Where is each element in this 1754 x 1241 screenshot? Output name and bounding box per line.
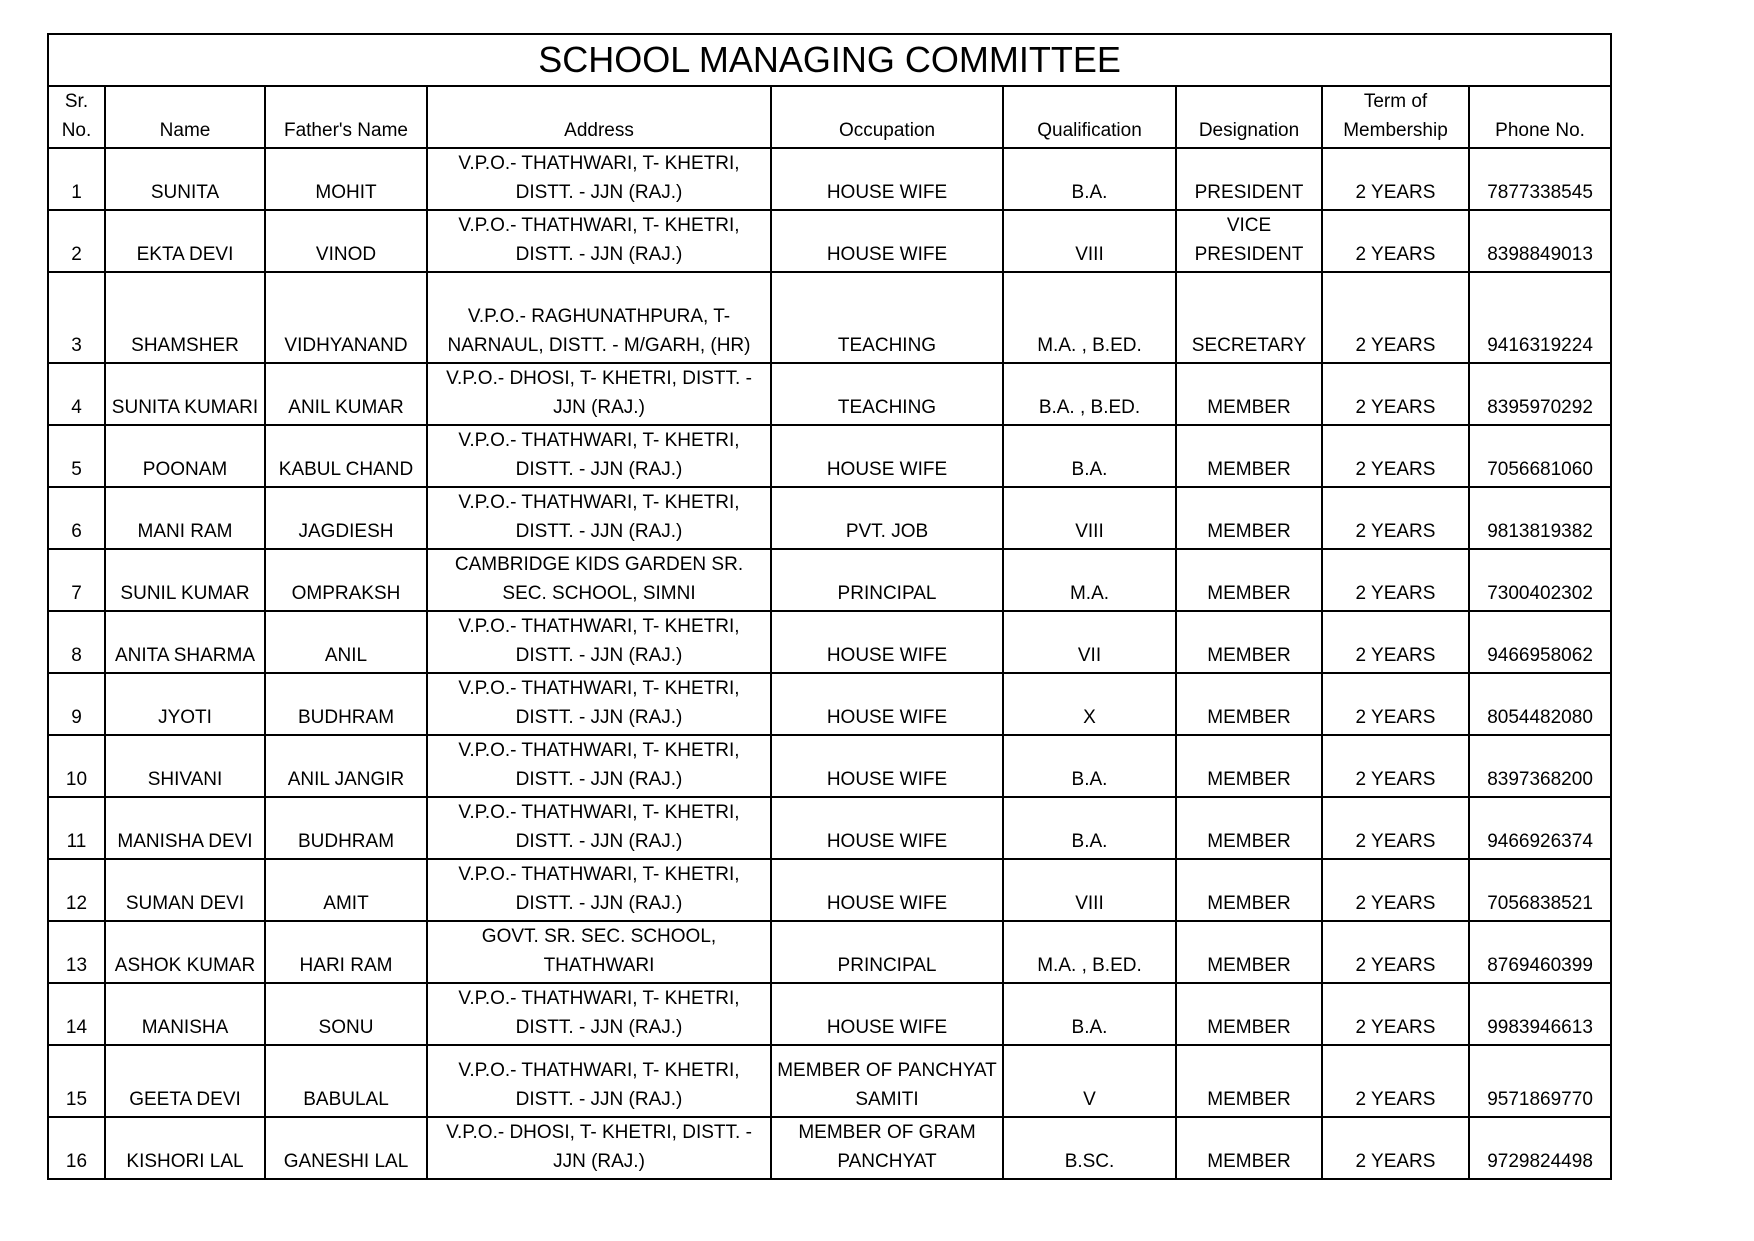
cell-occupation: MEMBER OF GRAM PANCHYAT <box>771 1117 1003 1179</box>
cell-term: 2 YEARS <box>1322 1045 1469 1117</box>
cell-phone: 9571869770 <box>1469 1045 1611 1117</box>
column-header-address: Address <box>427 86 771 148</box>
cell-name: JYOTI <box>105 673 265 735</box>
cell-address: V.P.O.- THATHWARI, T- KHETRI, DISTT. - JJN (RAJ.) <box>427 983 771 1045</box>
cell-sr-no: 12 <box>48 859 105 921</box>
cell-name: EKTA DEVI <box>105 210 265 272</box>
cell-name: KISHORI LAL <box>105 1117 265 1179</box>
cell-designation: MEMBER <box>1176 1117 1322 1179</box>
cell-occupation: PRINCIPAL <box>771 921 1003 983</box>
cell-sr-no: 6 <box>48 487 105 549</box>
cell-qualification: B.A. <box>1003 425 1176 487</box>
column-header-occupation: Occupation <box>771 86 1003 148</box>
cell-sr-no: 10 <box>48 735 105 797</box>
cell-address: V.P.O.- RAGHUNATHPURA, T- NARNAUL, DISTT. - M/GARH, (HR) <box>427 272 771 363</box>
cell-term: 2 YEARS <box>1322 611 1469 673</box>
cell-qualification: M.A. , B.ED. <box>1003 272 1176 363</box>
cell-occupation: MEMBER OF PANCHYAT SAMITI <box>771 1045 1003 1117</box>
cell-term: 2 YEARS <box>1322 1117 1469 1179</box>
cell-father-name: OMPRAKSH <box>265 549 427 611</box>
cell-address: GOVT. SR. SEC. SCHOOL, THATHWARI <box>427 921 771 983</box>
cell-term: 2 YEARS <box>1322 272 1469 363</box>
cell-name: ANITA SHARMA <box>105 611 265 673</box>
table-row <box>48 1045 1611 1117</box>
cell-designation: PRESIDENT <box>1176 148 1322 210</box>
cell-name: SUMAN DEVI <box>105 859 265 921</box>
cell-father-name: BUDHRAM <box>265 797 427 859</box>
cell-phone: 8395970292 <box>1469 363 1611 425</box>
table-row <box>48 210 1611 272</box>
cell-address: V.P.O.- THATHWARI, T- KHETRI, DISTT. - JJN (RAJ.) <box>427 1045 771 1117</box>
table-row <box>48 425 1611 487</box>
cell-address: V.P.O.- THATHWARI, T- KHETRI, DISTT. - JJN (RAJ.) <box>427 425 771 487</box>
column-header-father-name: Father's Name <box>265 86 427 148</box>
column-header-name: Name <box>105 86 265 148</box>
cell-designation: MEMBER <box>1176 921 1322 983</box>
cell-phone: 9466958062 <box>1469 611 1611 673</box>
cell-qualification: V <box>1003 1045 1176 1117</box>
table-row <box>48 983 1611 1045</box>
cell-name: MANISHA DEVI <box>105 797 265 859</box>
cell-sr-no: 11 <box>48 797 105 859</box>
table-row <box>48 859 1611 921</box>
cell-address: V.P.O.- THATHWARI, T- KHETRI, DISTT. - JJN (RAJ.) <box>427 797 771 859</box>
cell-designation: MEMBER <box>1176 487 1322 549</box>
cell-qualification: B.A. , B.ED. <box>1003 363 1176 425</box>
cell-occupation: HOUSE WIFE <box>771 210 1003 272</box>
cell-qualification: B.A. <box>1003 148 1176 210</box>
cell-term: 2 YEARS <box>1322 859 1469 921</box>
cell-occupation: PRINCIPAL <box>771 549 1003 611</box>
title-row <box>48 34 1611 86</box>
cell-designation: MEMBER <box>1176 1045 1322 1117</box>
cell-occupation: HOUSE WIFE <box>771 148 1003 210</box>
cell-name: POONAM <box>105 425 265 487</box>
cell-name: ASHOK KUMAR <box>105 921 265 983</box>
cell-sr-no: 3 <box>48 272 105 363</box>
page-title: SCHOOL MANAGING COMMITTEE <box>48 34 1611 86</box>
cell-phone: 7056838521 <box>1469 859 1611 921</box>
cell-occupation: PVT. JOB <box>771 487 1003 549</box>
cell-father-name: ANIL JANGIR <box>265 735 427 797</box>
table-row <box>48 673 1611 735</box>
cell-father-name: VINOD <box>265 210 427 272</box>
header-label-line1: Term of <box>1363 91 1428 112</box>
cell-sr-no: 13 <box>48 921 105 983</box>
cell-sr-no: 1 <box>48 148 105 210</box>
cell-phone: 8769460399 <box>1469 921 1611 983</box>
cell-name: SHAMSHER <box>105 272 265 363</box>
cell-designation: SECRETARY <box>1176 272 1322 363</box>
table-row <box>48 363 1611 425</box>
cell-qualification: B.A. <box>1003 735 1176 797</box>
cell-occupation: HOUSE WIFE <box>771 425 1003 487</box>
cell-address: V.P.O.- DHOSI, T- KHETRI, DISTT. - JJN (RAJ.) <box>427 363 771 425</box>
cell-father-name: JAGDIESH <box>265 487 427 549</box>
cell-phone: 9416319224 <box>1469 272 1611 363</box>
cell-occupation: HOUSE WIFE <box>771 611 1003 673</box>
cell-sr-no: 7 <box>48 549 105 611</box>
cell-term: 2 YEARS <box>1322 210 1469 272</box>
cell-phone: 7877338545 <box>1469 148 1611 210</box>
cell-address: V.P.O.- THATHWARI, T- KHETRI, DISTT. - JJN (RAJ.) <box>427 735 771 797</box>
table-row <box>48 487 1611 549</box>
cell-term: 2 YEARS <box>1322 549 1469 611</box>
cell-qualification: B.A. <box>1003 797 1176 859</box>
cell-sr-no: 15 <box>48 1045 105 1117</box>
cell-phone: 7056681060 <box>1469 425 1611 487</box>
table-row <box>48 549 1611 611</box>
cell-father-name: ANIL <box>265 611 427 673</box>
cell-name: GEETA DEVI <box>105 1045 265 1117</box>
cell-phone: 9813819382 <box>1469 487 1611 549</box>
header-label-line2: Membership <box>1343 120 1448 141</box>
cell-occupation: TEACHING <box>771 272 1003 363</box>
committee-table-body <box>48 148 1611 1179</box>
cell-sr-no: 14 <box>48 983 105 1045</box>
column-header-term <box>1322 86 1469 148</box>
cell-address: V.P.O.- THATHWARI, T- KHETRI, DISTT. - JJN (RAJ.) <box>427 859 771 921</box>
cell-father-name: VIDHYANAND <box>265 272 427 363</box>
column-header-phone: Phone No. <box>1469 86 1611 148</box>
header-label-line2: No. <box>61 120 92 141</box>
cell-designation: MEMBER <box>1176 735 1322 797</box>
cell-designation: MEMBER <box>1176 611 1322 673</box>
cell-address: CAMBRIDGE KIDS GARDEN SR. SEC. SCHOOL, SIMNI <box>427 549 771 611</box>
cell-name: SHIVANI <box>105 735 265 797</box>
cell-occupation: HOUSE WIFE <box>771 859 1003 921</box>
cell-designation: MEMBER <box>1176 797 1322 859</box>
cell-father-name: ANIL KUMAR <box>265 363 427 425</box>
cell-qualification: B.SC. <box>1003 1117 1176 1179</box>
cell-term: 2 YEARS <box>1322 735 1469 797</box>
table-row <box>48 921 1611 983</box>
cell-designation: MEMBER <box>1176 673 1322 735</box>
cell-father-name: BABULAL <box>265 1045 427 1117</box>
table-row <box>48 1117 1611 1179</box>
cell-qualification: VIII <box>1003 487 1176 549</box>
cell-phone: 9466926374 <box>1469 797 1611 859</box>
cell-qualification: M.A. <box>1003 549 1176 611</box>
cell-designation: MEMBER <box>1176 549 1322 611</box>
column-header-sr-no <box>48 86 105 148</box>
cell-address: V.P.O.- THATHWARI, T- KHETRI, DISTT. - JJN (RAJ.) <box>427 148 771 210</box>
cell-qualification: B.A. <box>1003 983 1176 1045</box>
cell-term: 2 YEARS <box>1322 673 1469 735</box>
table-row <box>48 272 1611 363</box>
cell-father-name: GANESHI LAL <box>265 1117 427 1179</box>
cell-father-name: SONU <box>265 983 427 1045</box>
header-label-line1: Sr. <box>64 91 89 112</box>
cell-term: 2 YEARS <box>1322 425 1469 487</box>
cell-sr-no: 5 <box>48 425 105 487</box>
cell-term: 2 YEARS <box>1322 983 1469 1045</box>
cell-name: SUNITA <box>105 148 265 210</box>
cell-sr-no: 9 <box>48 673 105 735</box>
cell-designation: MEMBER <box>1176 425 1322 487</box>
committee-table <box>47 33 1612 1180</box>
committee-sheet <box>47 33 1612 1180</box>
cell-phone: 8397368200 <box>1469 735 1611 797</box>
cell-father-name: BUDHRAM <box>265 673 427 735</box>
cell-qualification: VII <box>1003 611 1176 673</box>
cell-phone: 7300402302 <box>1469 549 1611 611</box>
cell-occupation: TEACHING <box>771 363 1003 425</box>
cell-name: MANI RAM <box>105 487 265 549</box>
cell-address: V.P.O.- DHOSI, T- KHETRI, DISTT. - JJN (RAJ.) <box>427 1117 771 1179</box>
cell-qualification: VIII <box>1003 859 1176 921</box>
cell-phone: 8054482080 <box>1469 673 1611 735</box>
cell-father-name: MOHIT <box>265 148 427 210</box>
cell-name: SUNITA KUMARI <box>105 363 265 425</box>
cell-father-name: HARI RAM <box>265 921 427 983</box>
cell-designation: MEMBER <box>1176 859 1322 921</box>
cell-occupation: HOUSE WIFE <box>771 735 1003 797</box>
cell-qualification: X <box>1003 673 1176 735</box>
cell-occupation: HOUSE WIFE <box>771 673 1003 735</box>
cell-sr-no: 16 <box>48 1117 105 1179</box>
table-row <box>48 735 1611 797</box>
cell-phone: 8398849013 <box>1469 210 1611 272</box>
column-header-qualification: Qualification <box>1003 86 1176 148</box>
cell-address: V.P.O.- THATHWARI, T- KHETRI, DISTT. - JJN (RAJ.) <box>427 611 771 673</box>
cell-designation: MEMBER <box>1176 363 1322 425</box>
cell-term: 2 YEARS <box>1322 921 1469 983</box>
cell-designation: VICE PRESIDENT <box>1176 210 1322 272</box>
table-row <box>48 148 1611 210</box>
cell-sr-no: 4 <box>48 363 105 425</box>
cell-father-name: KABUL CHAND <box>265 425 427 487</box>
cell-address: V.P.O.- THATHWARI, T- KHETRI, DISTT. - JJN (RAJ.) <box>427 673 771 735</box>
cell-designation: MEMBER <box>1176 983 1322 1045</box>
cell-term: 2 YEARS <box>1322 148 1469 210</box>
cell-term: 2 YEARS <box>1322 797 1469 859</box>
cell-phone: 9983946613 <box>1469 983 1611 1045</box>
column-header-designation: Designation <box>1176 86 1322 148</box>
table-row <box>48 611 1611 673</box>
cell-address: V.P.O.- THATHWARI, T- KHETRI, DISTT. - JJN (RAJ.) <box>427 487 771 549</box>
cell-occupation: HOUSE WIFE <box>771 983 1003 1045</box>
cell-term: 2 YEARS <box>1322 487 1469 549</box>
cell-address: V.P.O.- THATHWARI, T- KHETRI, DISTT. - JJN (RAJ.) <box>427 210 771 272</box>
cell-qualification: M.A. , B.ED. <box>1003 921 1176 983</box>
cell-father-name: AMIT <box>265 859 427 921</box>
table-row <box>48 797 1611 859</box>
cell-sr-no: 8 <box>48 611 105 673</box>
column-header-row <box>48 86 1611 148</box>
cell-name: SUNIL KUMAR <box>105 549 265 611</box>
cell-occupation: HOUSE WIFE <box>771 797 1003 859</box>
cell-qualification: VIII <box>1003 210 1176 272</box>
cell-phone: 9729824498 <box>1469 1117 1611 1179</box>
cell-sr-no: 2 <box>48 210 105 272</box>
cell-term: 2 YEARS <box>1322 363 1469 425</box>
cell-name: MANISHA <box>105 983 265 1045</box>
